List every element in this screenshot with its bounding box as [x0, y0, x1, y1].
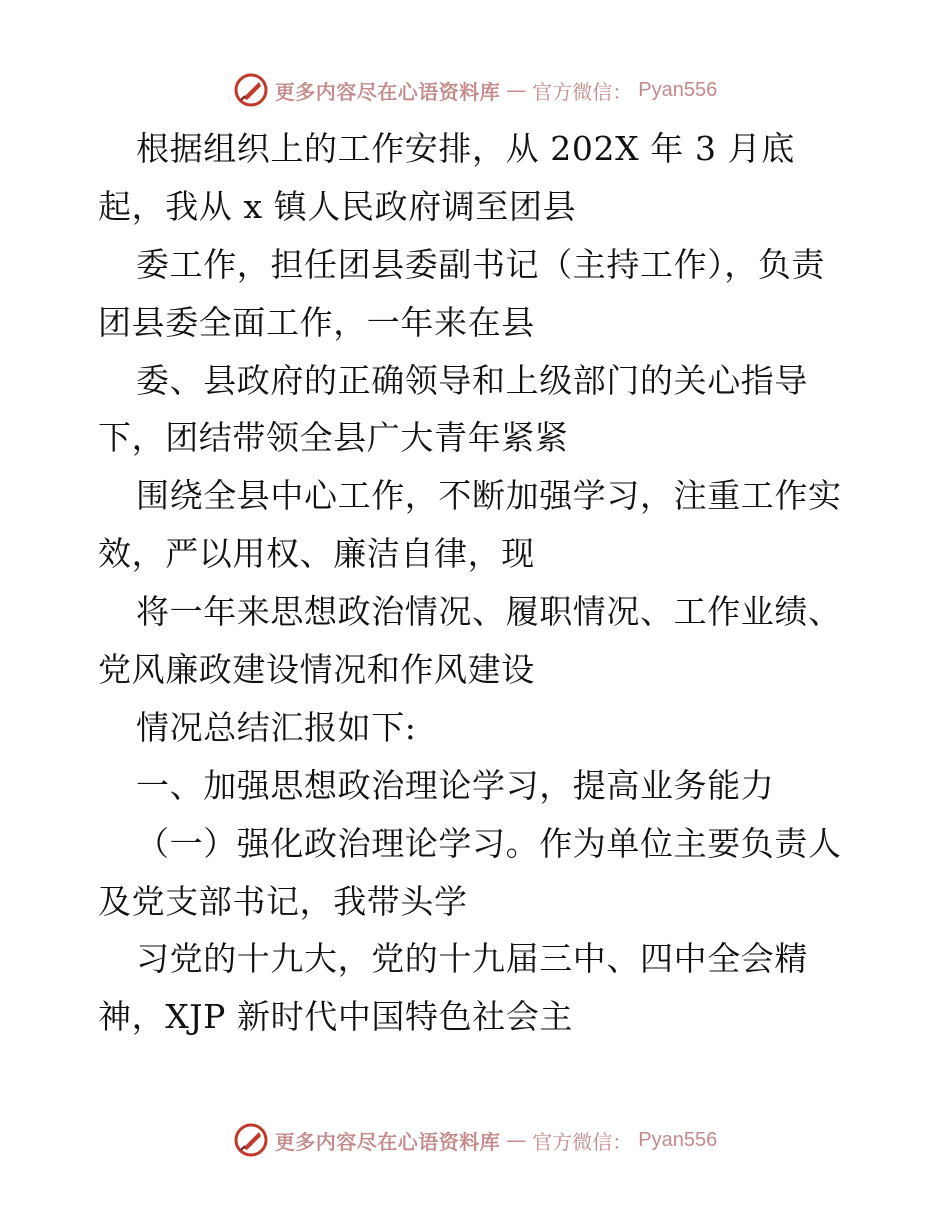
watermark-label: 官方微信：	[532, 79, 633, 104]
watermark-account: Pyan556	[638, 78, 718, 101]
quill-logo-icon	[233, 72, 269, 108]
body-line: 效，严以用权、廉洁自律，现	[98, 534, 535, 574]
watermark-brand: 更多内容尽在心语资料库	[274, 1129, 501, 1154]
body-line: 下，团结带领全县广大青年紧紧	[98, 418, 569, 458]
body-line: 习党的十九大，党的十九届三中、四中全会精	[136, 939, 808, 979]
body-line: 一、加强思想政治理论学习，提高业务能力	[136, 765, 775, 805]
header-watermark	[0, 70, 950, 110]
body-line: 根据组织上的工作安排，从 202X 年 3 月底	[136, 129, 795, 168]
body-line: 委工作，担任团县委副书记（主持工作），负责	[136, 244, 826, 284]
body-line: 党风廉政建设情况和作风建设	[98, 650, 535, 690]
watermark-separator: —	[506, 78, 527, 102]
body-line: （一）强化政治理论学习。作为单位主要负责人	[136, 823, 842, 863]
body-line: 委、县政府的正确领导和上级部门的关心指导	[136, 360, 808, 400]
watermark-separator: —	[506, 1128, 527, 1152]
body-line: 将一年来思想政治情况、履职情况、工作业绩、	[136, 592, 842, 632]
footer-watermark	[0, 1120, 950, 1160]
body-line: 围绕全县中心工作，不断加强学习，注重工作实	[136, 476, 842, 516]
body-line: 神，XJP 新时代中国特色社会主	[98, 997, 574, 1037]
watermark-brand: 更多内容尽在心语资料库	[274, 79, 501, 104]
quill-logo-icon	[233, 1122, 269, 1158]
body-line: 情况总结汇报如下:	[136, 707, 417, 747]
body-line: 团县委全面工作，一年来在县	[98, 302, 535, 342]
watermark-account: Pyan556	[638, 1128, 718, 1151]
watermark-label: 官方微信：	[532, 1129, 633, 1154]
body-line: 及党支部书记，我带头学	[98, 881, 468, 921]
document-body	[98, 120, 858, 1046]
body-line: 起，我从 x 镇人民政府调至团县	[98, 186, 577, 226]
